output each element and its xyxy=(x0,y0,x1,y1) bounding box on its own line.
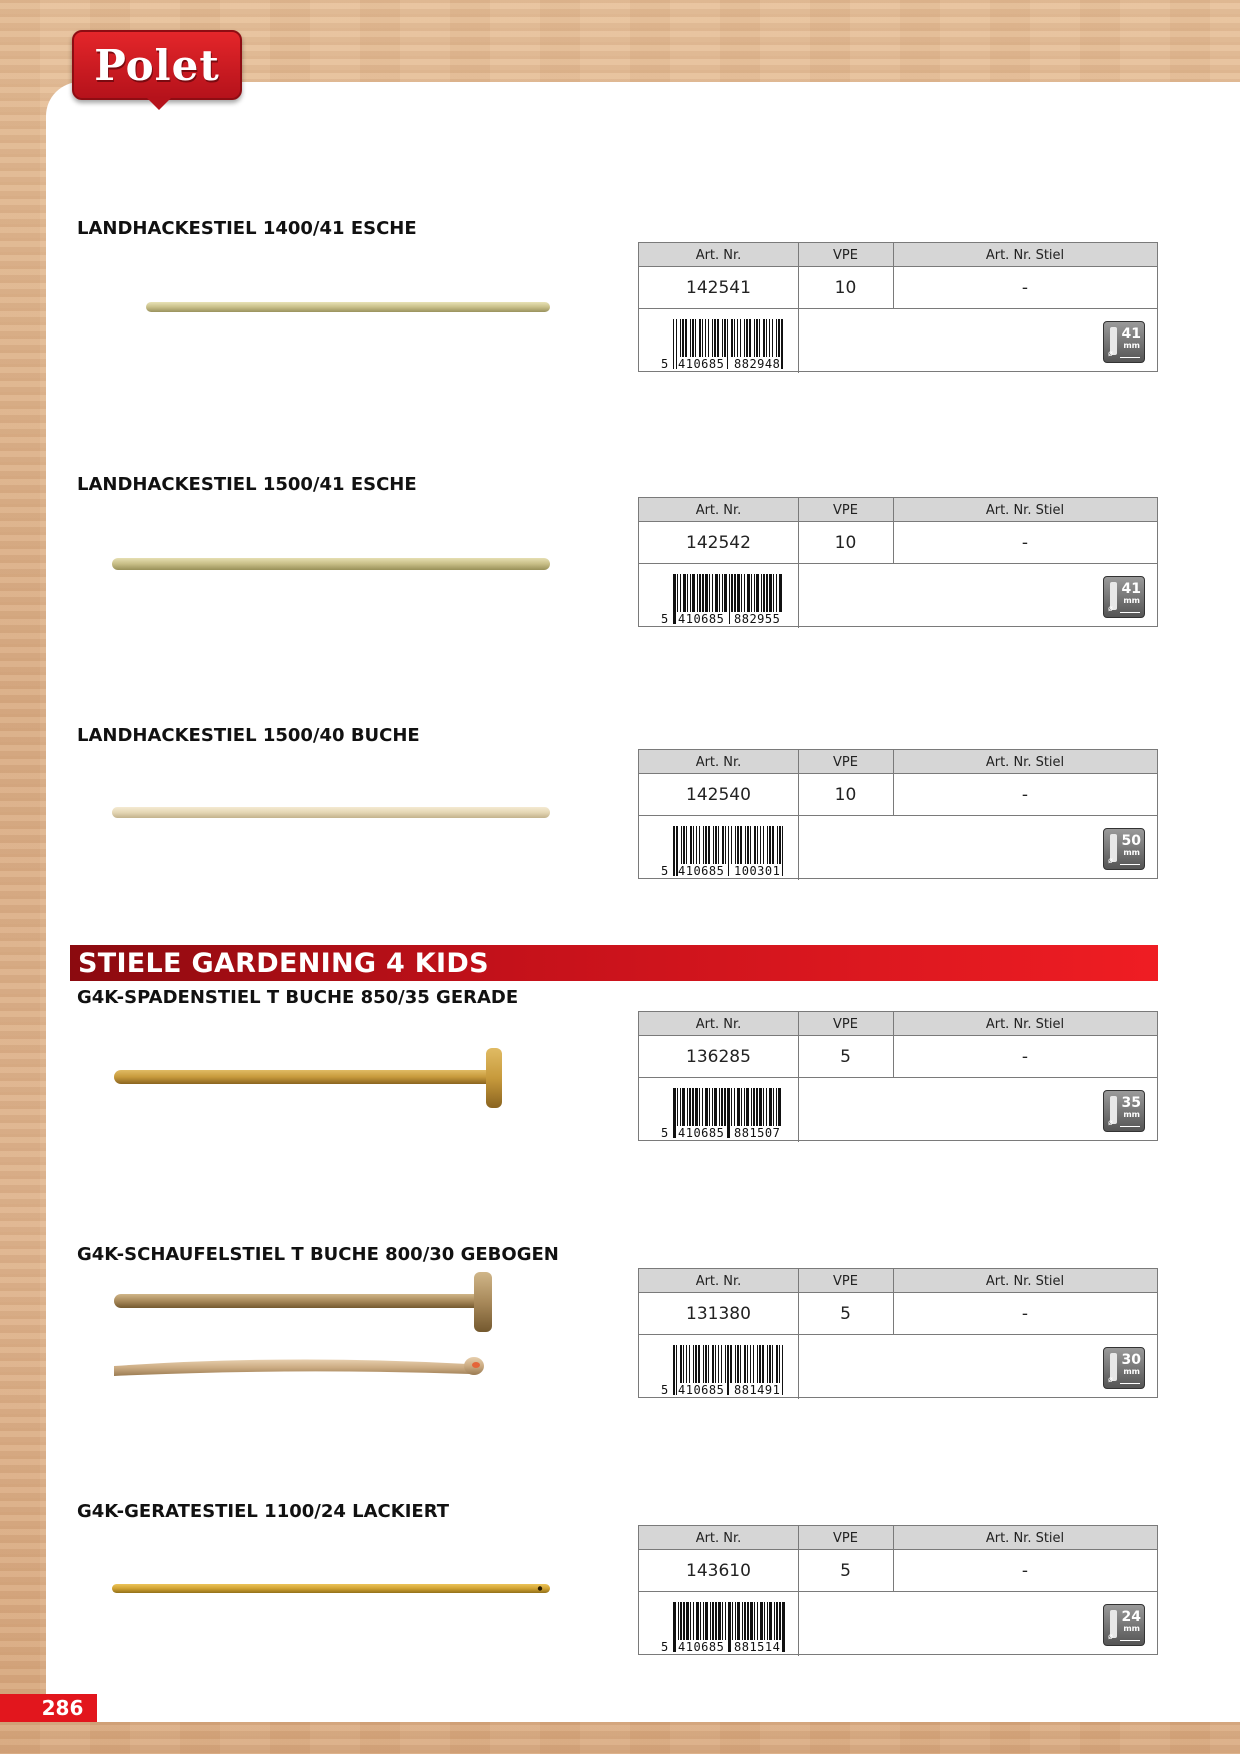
product-image-handle xyxy=(140,296,560,320)
cell-art-nr: 136285 xyxy=(686,1047,751,1067)
barcode: 5 410685 882948 xyxy=(661,317,791,371)
diameter-value: 35 xyxy=(1121,1095,1141,1111)
cell-vpe: 5 xyxy=(840,1561,851,1581)
page-number: 286 xyxy=(0,1694,97,1722)
cell-art-nr: 131380 xyxy=(686,1304,751,1324)
diameter-unit: mm xyxy=(1123,1624,1140,1633)
diameter-unit: mm xyxy=(1123,1367,1140,1376)
header-art-nr-stiel: Art. Nr. Stiel xyxy=(985,1530,1065,1546)
header-art-nr-stiel: Art. Nr. Stiel xyxy=(985,502,1065,518)
straight-handle-diameter-icon: ø 24 mm xyxy=(1103,1604,1145,1646)
header-vpe: VPE xyxy=(833,754,858,770)
cell-art-nr-stiel: - xyxy=(1021,785,1029,805)
header-vpe: VPE xyxy=(833,247,858,263)
t-handle-diameter-icon: ø 35 mm xyxy=(1103,1090,1145,1132)
barcode: 5 410685 882955 xyxy=(661,572,791,626)
spec-table xyxy=(638,242,1158,372)
header-art-nr: Art. Nr. xyxy=(695,754,742,770)
straight-handle-diameter-icon: ø 41 mm xyxy=(1103,321,1145,363)
diameter-unit: mm xyxy=(1123,341,1140,350)
header-art-nr-stiel: Art. Nr. Stiel xyxy=(985,1273,1065,1289)
product-title: G4K-GERATESTIEL 1100/24 LACKIERT xyxy=(77,1501,450,1522)
header-art-nr-stiel: Art. Nr. Stiel xyxy=(985,1016,1065,1032)
diameter-unit: mm xyxy=(1123,1110,1140,1119)
cell-vpe: 5 xyxy=(840,1047,851,1067)
t-handle-diameter-icon: ø 30 mm xyxy=(1103,1347,1145,1389)
header-art-nr-stiel: Art. Nr. Stiel xyxy=(985,247,1065,263)
product-image-handle xyxy=(108,801,560,825)
product-title: LANDHACKESTIEL 1500/40 BUCHE xyxy=(77,725,420,746)
spec-table xyxy=(638,1268,1158,1398)
product-title: G4K-SPADENSTIEL T BUCHE 850/35 GERADE xyxy=(77,987,519,1008)
cell-art-nr-stiel: - xyxy=(1021,1047,1029,1067)
diameter-value: 41 xyxy=(1121,326,1141,342)
diameter-value: 24 xyxy=(1121,1609,1141,1625)
product-image-t-handle xyxy=(108,1270,508,1334)
cell-vpe: 5 xyxy=(840,1304,851,1324)
header-art-nr: Art. Nr. xyxy=(695,1530,742,1546)
spec-table xyxy=(638,1011,1158,1141)
spec-table xyxy=(638,1525,1158,1655)
header-art-nr: Art. Nr. xyxy=(695,502,742,518)
cell-art-nr-stiel: - xyxy=(1021,1304,1029,1324)
header-art-nr: Art. Nr. xyxy=(695,247,742,263)
header-vpe: VPE xyxy=(833,1273,858,1289)
cell-vpe: 10 xyxy=(834,533,857,553)
cell-art-nr: 142540 xyxy=(686,785,751,805)
cell-art-nr: 143610 xyxy=(686,1561,751,1581)
product-image-curved-handle xyxy=(108,1350,498,1380)
barcode: 5 410685 100301 xyxy=(661,824,791,878)
diameter-unit: mm xyxy=(1123,848,1140,857)
product-title: LANDHACKESTIEL 1400/41 ESCHE xyxy=(77,218,417,239)
cell-art-nr-stiel: - xyxy=(1021,533,1029,553)
product-title: LANDHACKESTIEL 1500/41 ESCHE xyxy=(77,474,417,495)
diameter-unit: mm xyxy=(1123,596,1140,605)
cell-art-nr-stiel: - xyxy=(1021,278,1029,298)
barcode: 5 410685 881491 xyxy=(661,1343,791,1397)
spec-table xyxy=(638,497,1158,627)
product-image-t-handle xyxy=(108,1046,508,1110)
header-vpe: VPE xyxy=(833,502,858,518)
barcode: 5 410685 881514 xyxy=(661,1600,791,1654)
cell-vpe: 10 xyxy=(834,785,857,805)
product-title: G4K-SCHAUFELSTIEL T BUCHE 800/30 GEBOGEN xyxy=(77,1244,559,1265)
section-banner: STIELE GARDENING 4 KIDS xyxy=(70,945,1158,981)
cell-art-nr: 142541 xyxy=(686,278,751,298)
diameter-value: 41 xyxy=(1121,581,1141,597)
header-vpe: VPE xyxy=(833,1530,858,1546)
diameter-value: 30 xyxy=(1121,1352,1141,1368)
cell-art-nr-stiel: - xyxy=(1021,1561,1029,1581)
spec-table xyxy=(638,749,1158,879)
header-art-nr: Art. Nr. xyxy=(695,1273,742,1289)
polet-logo xyxy=(72,30,242,100)
straight-handle-diameter-icon: ø 41 mm xyxy=(1103,576,1145,618)
header-art-nr-stiel: Art. Nr. Stiel xyxy=(985,754,1065,770)
product-image-handle xyxy=(108,1578,560,1600)
header-vpe: VPE xyxy=(833,1016,858,1032)
header-art-nr: Art. Nr. xyxy=(695,1016,742,1032)
product-image-handle xyxy=(108,552,560,576)
logo-text: Polet xyxy=(94,40,220,90)
cell-art-nr: 142542 xyxy=(686,533,751,553)
barcode: 5 410685 881507 xyxy=(661,1086,791,1140)
cell-vpe: 10 xyxy=(834,278,857,298)
diameter-value: 50 xyxy=(1121,833,1141,849)
straight-handle-diameter-icon: ø 50 mm xyxy=(1103,828,1145,870)
